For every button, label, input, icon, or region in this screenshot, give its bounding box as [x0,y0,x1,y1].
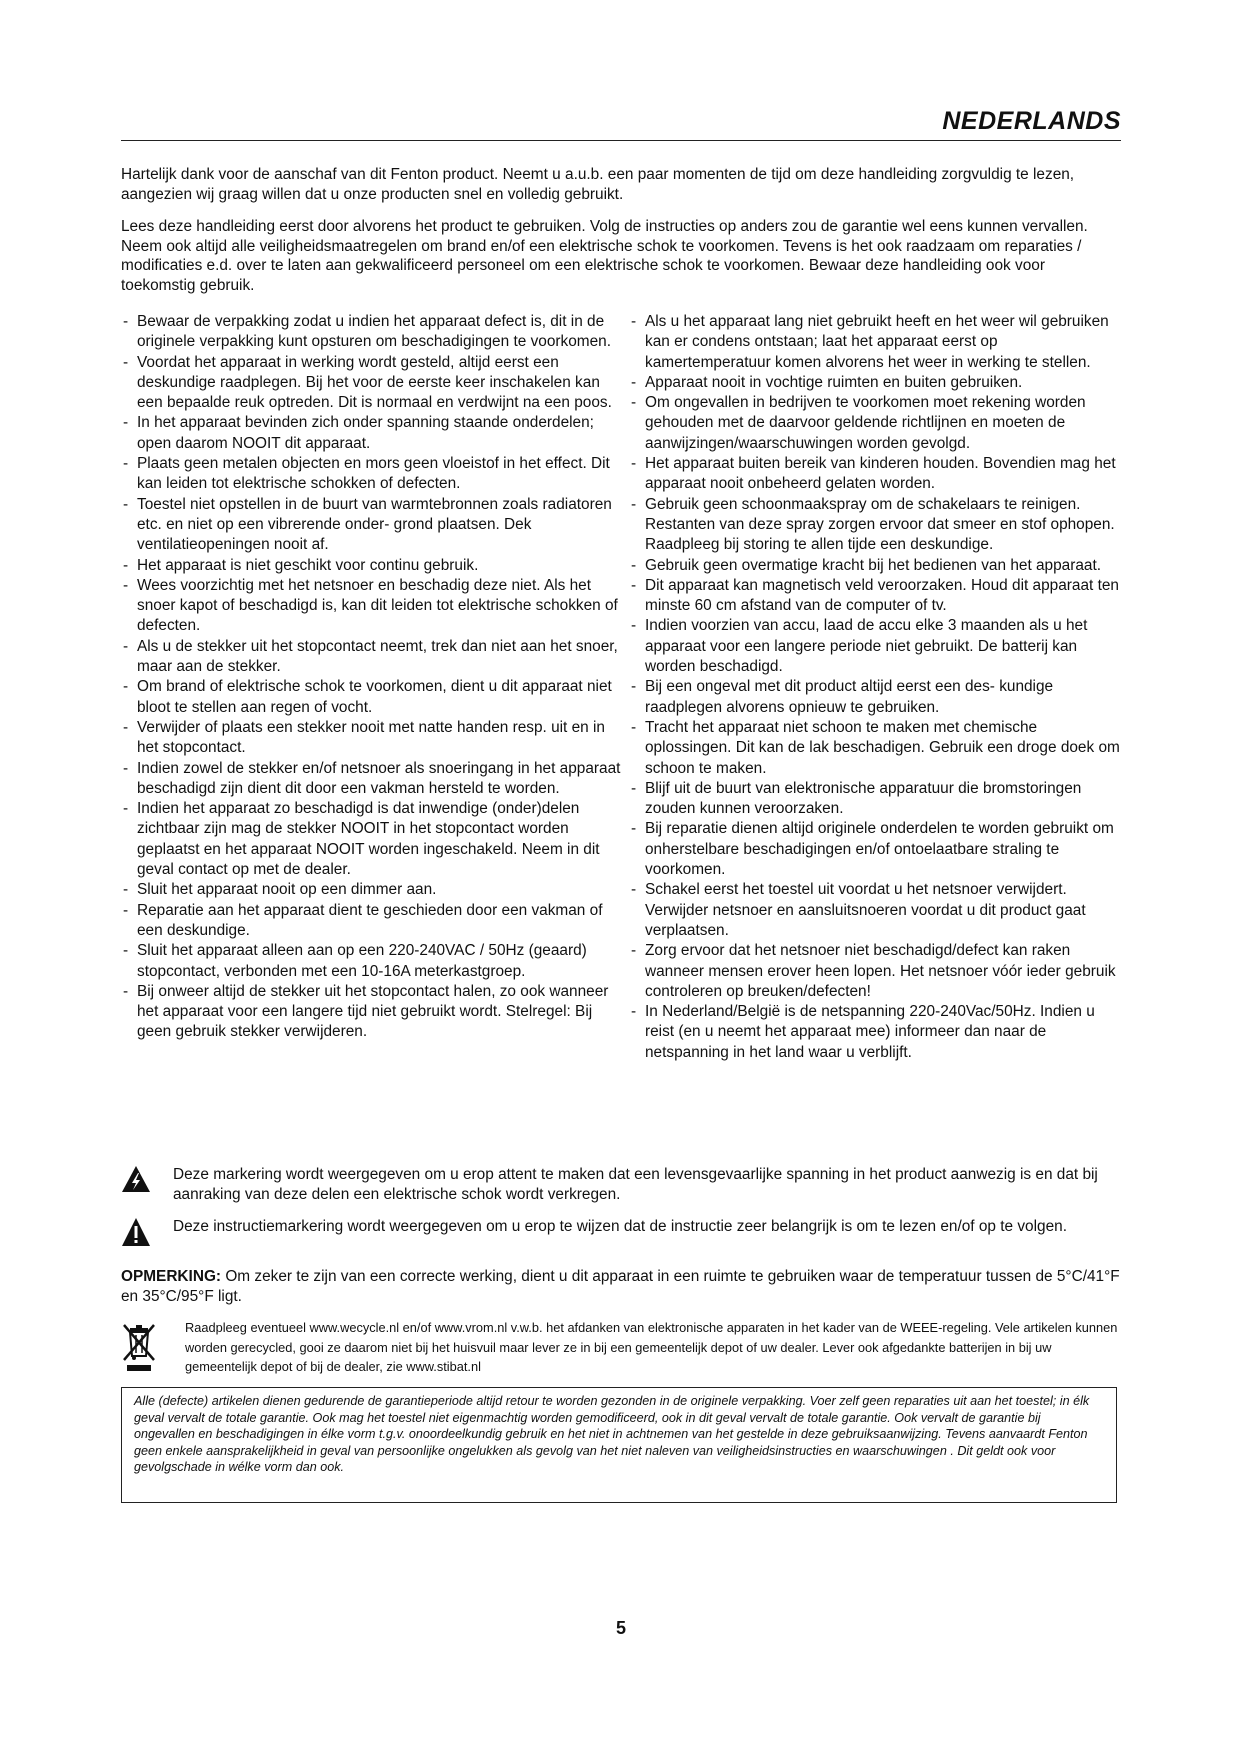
instruction-item: - Tracht het apparaat niet schoon te maken met chemische oplossingen. Dit kan de lak beschadigen. Gebruik een droge doek om schoon te maken. [629,718,1121,779]
instruction-item: - Wees voorzichtig met het netsnoer en beschadig deze niet. Als het snoer kapot of beschadigd is, kan dit leiden tot elektrische schokken of defecten. [121,576,621,637]
instruction-item: - Plaats geen metalen objecten en mors geen vloeistof in het effect. Dit kan leiden tot elektrische schokken of defecten. [121,454,621,495]
instruction-item: - Sluit het apparaat alleen aan op een 220-240VAC / 50Hz (geaard) stopcontact, verbonden met een 10-16A meterkastgroep. [121,941,621,982]
instruction-item: - Zorg ervoor dat het netsnoer niet beschadigd/defect kan raken wanneer mensen erover heen lopen. Het netsnoer vóór ieder gebruik controleren op breuken/defecten! [629,941,1121,1002]
lightning-symbol-row [121,1165,1121,1204]
instruction-item: - Gebruik geen overmatige kracht bij het bedienen van het apparaat. [629,556,1121,576]
instruction-item: - Het apparaat is niet geschikt voor continu gebruik. [121,556,621,576]
exclamation-symbol-text: Deze instructiemarkering wordt weergegeven om u erop te wijzen dat de instructie zeer belangrijk is om te lezen en/of op te volgen. [173,1218,1067,1235]
left-column [121,312,621,1063]
lightning-warning-icon [121,1165,173,1198]
instruction-item: - Voordat het apparaat in werking wordt gesteld, altijd eerst een deskundige raadplegen. Bij het voor de eerste keer inschakelen kan een bepaalde reuk optreden. Dit is normaal en verdwijnt na een poos. [121,353,621,414]
instruction-item: - Bij reparatie dienen altijd originele onderdelen te worden gebruikt om onherstelbare beschadigingen en/of ontoelaatbare straling te voorkomen. [629,819,1121,880]
instruction-item: - Bewaar de verpakking zodat u indien het apparaat defect is, dit in de originele verpakking kunt opsturen om beschadigingen te voorkomen. [121,312,621,353]
temperature-note [121,1267,1121,1306]
language-title: NEDERLANDS [942,107,1121,135]
warranty-box [121,1387,1117,1503]
note-label: OPMERKING: [121,1268,222,1285]
exclamation-symbol-row [121,1217,1121,1252]
instruction-item: - Dit apparaat kan magnetisch veld veroorzaken. Houd dit apparaat ten minste 60 cm afstand van de computer of tv. [629,576,1121,617]
instruction-item: - Toestel niet opstellen in de buurt van warmtebronnen zoals radiatoren etc. en niet op een vibrerende onder- grond plaatsen. Dek ventilatieopeningen nooit af. [121,495,621,556]
safety-instructions [121,312,1121,1063]
instruction-item: - Het apparaat buiten bereik van kinderen houden. Bovendien mag het apparaat nooit onbeheerd gelaten worden. [629,454,1121,495]
exclamation-warning-icon [121,1217,173,1252]
weee-section [121,1318,1121,1377]
right-instruction-list [629,312,1121,1063]
page-header [121,108,1121,141]
instruction-item: - Indien voorzien van accu, laad de accu elke 3 maanden als u het apparaat voor een langere periode niet gebruikt. De batterij kan worden beschadigd. [629,616,1121,677]
right-column [629,312,1121,1063]
instruction-item: - In het apparaat bevinden zich onder spanning staande onderdelen; open daarom NOOIT dit apparaat. [121,413,621,454]
crossed-bin-icon [121,1318,185,1377]
instruction-item: - Indien het apparaat zo beschadigd is dat inwendige (onder)delen zichtbaar zijn mag de stekker NOOIT in het stopcontact worden geplaatst en het apparaat NOOIT worden ingeschakeld. Neem in dit geval contact op met de dealer. [121,799,621,880]
instruction-item: - Sluit het apparaat nooit op een dimmer aan. [121,880,621,900]
instruction-item: - Indien zowel de stekker en/of netsnoer als snoeringang in het apparaat beschadigd zijn dient dit door een vakman hersteld te worden. [121,759,621,800]
instruction-item: - Als u het apparaat lang niet gebruikt heeft en het weer wil gebruiken kan er condens ontstaan; laat het apparaat eerst op kamertemperatuur komen alvorens het weer in werking te stellen. [629,312,1121,373]
instruction-item: - Om ongevallen in bedrijven te voorkomen moet rekening worden gehouden met de daarvoor geldende richtlijnen en moeten de aanwijzingen/waarschuwingen worden gevolgd. [629,393,1121,454]
instruction-item: - Blijf uit de buurt van elektronische apparatuur die bromstoringen zouden kunnen veroorzaken. [629,779,1121,820]
page-number: 5 [615,1618,626,1638]
warranty-text: Alle (defecte) artikelen dienen gedurende de garantieperiode altijd retour te worden gezonden in de originele verpakking. Voer zelf geen reparaties uit aan het toestel; in élk geval vervalt de totale garantie. Ook mag het toestel niet eigenmachtig worden gemodificeerd, ook in dit geval vervalt de totale garantie. Ook vervalt de garantie bij ongevallen en beschadigingen in élke vorm t.g.v. onoordeelkundig gebruik en het niet in achtnemen van het gestelde in deze gebruiksaanwijzing. Tevens aanvaardt Fenton geen enkele aansprakelijkheid in geval van persoonlijke ongelukken als gevolg van het niet naleven van veiligheidsinstructies en waarschuwingen . Dit geldt ook voor gevolgschade in wélke vorm dan ook. [134,1394,1090,1475]
instruction-item: - Apparaat nooit in vochtige ruimten en buiten gebruiken. [629,373,1121,393]
intro-paragraph-2: Lees deze handleiding eerst door alvorens het product te gebruiken. Volg de instructies op anders zou de garantie wel eens kunnen vervallen. Neem ook altijd alle veiligheidsmaatregelen om brand en/of een elektrische schok te voorkomen. Tevens is het ook raadzaam om reparaties / modificaties e.d. over te laten aan gekwalificeerd personeel om een elektrische schok te voorkomen. Bewaar deze handleiding ook voor toekomstig gebruik. [121,218,1088,294]
instruction-item: - Om brand of elektrische schok te voorkomen, dient u dit apparaat niet bloot te stellen aan regen of vocht. [121,677,621,718]
instruction-item: - Bij onweer altijd de stekker uit het stopcontact halen, zo ook wanneer het apparaat voor een langere tijd niet gebruikt wordt. Stelregel: Bij geen gebruik stekker verwijderen. [121,982,621,1043]
left-instruction-list [121,312,621,1043]
instruction-item: - Schakel eerst het toestel uit voordat u het netsnoer verwijdert. Verwijder netsnoer en aansluitsnoeren voordat u dit product gaat verplaatsen. [629,880,1121,941]
instruction-item: - Gebruik geen schoonmaakspray om de schakelaars te reinigen. Restanten van deze spray zorgen ervoor dat smeer en stof ophopen. Raadpleeg bij storing te allen tijde een deskundige. [629,495,1121,556]
intro-paragraph-1: Hartelijk dank voor de aanschaf van dit Fenton product. Neemt u a.u.b. een paar momenten de tijd om deze handleiding zorgvuldig te lezen, aangezien wij graag willen dat u onze producten snel en volledig gebruikt. [121,166,1075,203]
weee-text: Raadpleeg eventueel www.wecycle.nl en/of www.vrom.nl v.w.b. het afdanken van elektronische apparaten in het kader van de WEEE-regeling. Vele artikelen kunnen worden gerecycled, gooi ze daarom niet bij het huisvuil maar lever ze in bij een gemeentelijk depot of uw dealer. Lever ook afgedankte batterijen in bij uw gemeentelijk depot of bij de dealer, zie www.stibat.nl [185,1320,1118,1374]
instruction-item: - In Nederland/België is de netspanning 220-240Vac/50Hz. Indien u reist (en u neemt het apparaat mee) informeer dan naar de netspanning in het land waar u verblijft. [629,1002,1121,1063]
lightning-symbol-text: Deze markering wordt weergegeven om u erop attent te maken dat een levensgevaarlijke spanning in het product aanwezig is en dat bij aanraking van deze delen een elektrische schok wordt verkregen. [173,1166,1098,1203]
instruction-item: - Reparatie aan het apparaat dient te geschieden door een vakman of een deskundige. [121,901,621,942]
instruction-item: - Als u de stekker uit het stopcontact neemt, trek dan niet aan het snoer, maar aan de stekker. [121,637,621,678]
instruction-item: - Verwijder of plaats een stekker nooit met natte handen resp. uit en in het stopcontact. [121,718,621,759]
note-text: Om zeker te zijn van een correcte werking, dient u dit apparaat in een ruimte te gebruiken waar de temperatuur tussen de 5°C/41°F en 35°C/95°F ligt. [121,1268,1120,1305]
instruction-item: - Bij een ongeval met dit product altijd eerst een des- kundige raadplegen alvorens opnieuw te gebruiken. [629,677,1121,718]
